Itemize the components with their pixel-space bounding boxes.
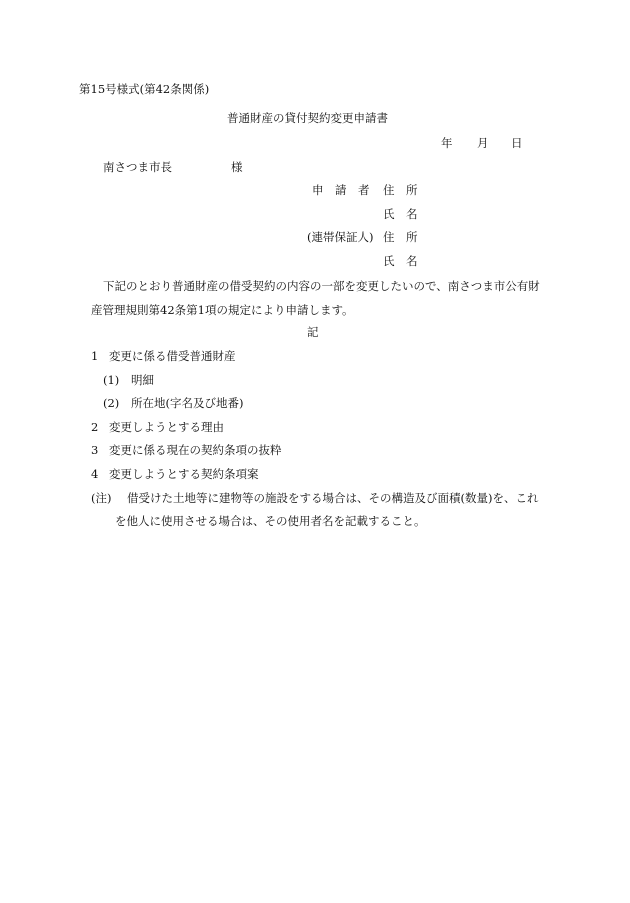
item-number: 1	[91, 349, 99, 363]
subitem-text: 明細	[131, 373, 154, 387]
subitem-number: (2)	[103, 396, 120, 410]
note-label: (注)	[91, 491, 112, 505]
addressee-name: 南さつま市長	[103, 160, 172, 174]
note-text-line1: 借受けた土地等に建物等の施設をする場合は、その構造及び面積(数量)を、これ	[127, 491, 539, 505]
body-text-line1: 下記のとおり普通財産の借受契約の内容の一部を変更したいので、南さつま市公有財	[103, 279, 540, 293]
applicant-name-label: 氏 名	[383, 207, 418, 221]
applicant-role-label: 申 請 者	[312, 183, 370, 197]
subitem-number: (1)	[103, 373, 120, 387]
item-number: 3	[91, 443, 99, 457]
note-text-line2: を他人に使用させる場合は、その使用者名を記載すること。	[115, 514, 426, 528]
ki-heading: 記	[307, 325, 319, 339]
item-text: 変更に係る現在の契約条項の抜粋	[109, 443, 282, 457]
guarantor-address-label: 住 所	[383, 230, 418, 244]
guarantor-name-label: 氏 名	[383, 254, 418, 268]
item-number: 2	[91, 420, 99, 434]
item-number: 4	[91, 467, 99, 481]
addressee-honorific: 様	[231, 160, 243, 174]
document-title: 普通財産の貸付契約変更申請書	[227, 111, 388, 125]
form-number: 第15号様式(第42条関係)	[79, 82, 210, 96]
item-text: 変更しようとする契約条項案	[109, 467, 259, 481]
body-text-line2: 産管理規則第42条第1項の規定により申請します。	[91, 303, 354, 317]
date-month-label: 月	[477, 136, 489, 150]
date-day-label: 日	[511, 136, 523, 150]
guarantor-role-label: (連帯保証人)	[307, 230, 374, 244]
item-text: 変更に係る借受普通財産	[109, 349, 236, 363]
item-text: 変更しようとする理由	[109, 420, 224, 434]
date-year-label: 年	[441, 136, 453, 150]
applicant-address-label: 住 所	[383, 183, 418, 197]
subitem-text: 所在地(字名及び地番)	[131, 396, 244, 410]
